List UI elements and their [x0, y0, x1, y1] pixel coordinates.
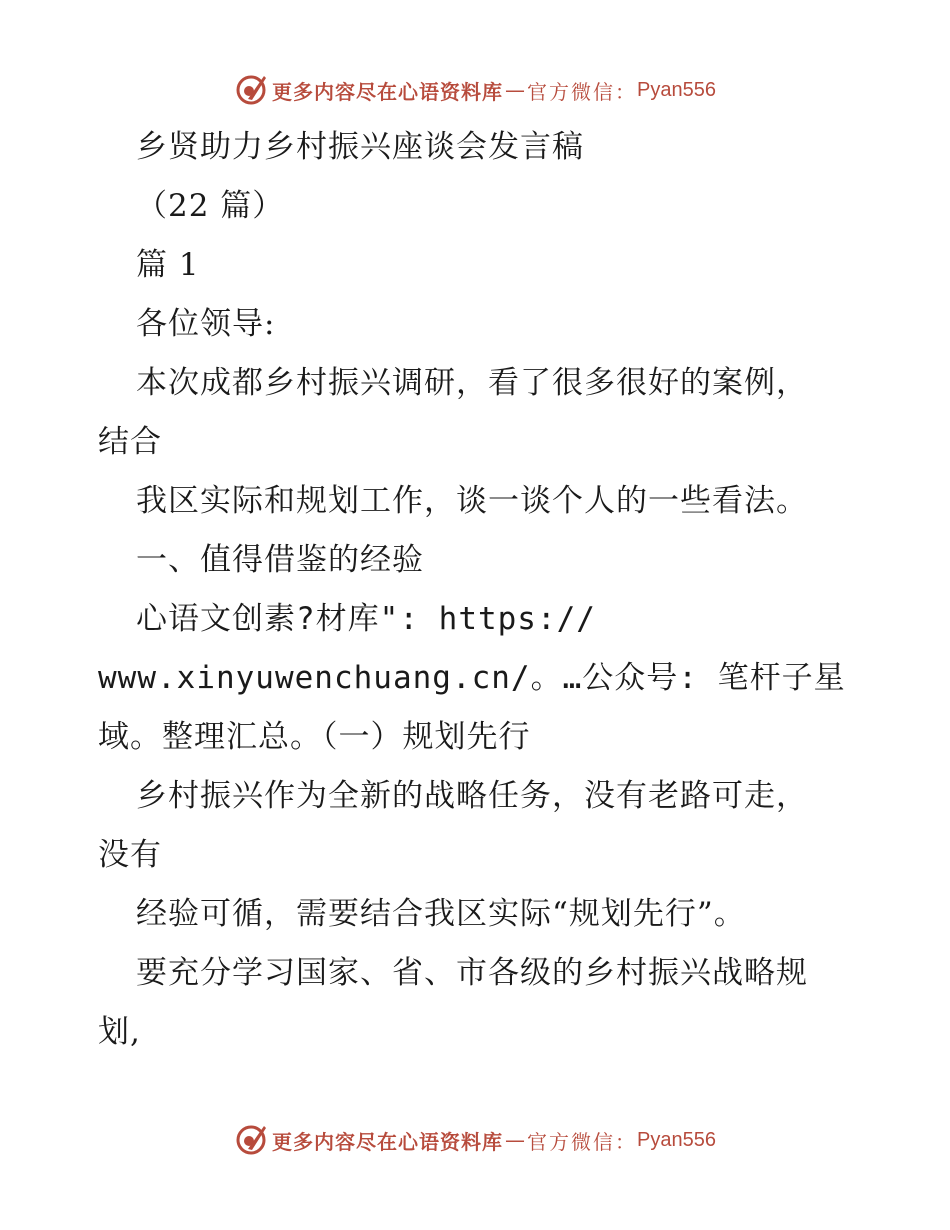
paragraph-line: 经验可循，需要结合我区实际“规划先行”。 — [136, 896, 746, 932]
salutation: 各位领导: — [136, 306, 276, 342]
watermark-separator: — — [505, 1128, 526, 1152]
paragraph-line: 我区实际和规划工作，谈一谈个人的一些看法。 — [136, 483, 808, 519]
watermark-separator: — — [505, 78, 526, 102]
watermark-wechat-id: Pyan556 — [637, 1128, 716, 1151]
watermark-brand: 更多内容尽在心语资料库 — [272, 79, 504, 104]
paragraph-line: 域。整理汇总。（一）规划先行 — [98, 719, 531, 755]
paragraph-line: 要充分学习国家、省、市各级的乡村振兴战略规 — [136, 955, 808, 991]
paragraph-line: www.xinyuwenchuang.cn/。…公众号: 笔杆子星 — [98, 660, 846, 696]
document-title: 乡贤助力乡村振兴座谈会发言稿 — [136, 129, 584, 165]
paragraph-line: 没有 — [98, 837, 162, 873]
paragraph-line: 乡村振兴作为全新的战略任务，没有老路可走， — [136, 778, 808, 814]
paragraph-line: 划, — [98, 1014, 141, 1050]
header-watermark — [0, 70, 950, 110]
watermark-wechat-id: Pyan556 — [637, 78, 716, 101]
document-body — [98, 118, 898, 1062]
paragraph-line: 结合 — [98, 424, 162, 460]
watermark-wechat-label: 官方微信： — [527, 1129, 638, 1154]
watermark-brand: 更多内容尽在心语资料库 — [272, 1129, 504, 1154]
section-heading: 篇 1 — [136, 247, 200, 283]
paragraph-line: 心语文创素?材库": https:// — [136, 601, 596, 637]
document-subtitle: （22 篇） — [136, 188, 285, 224]
subsection-heading: 一、值得借鉴的经验 — [136, 542, 424, 578]
paragraph-line: 本次成都乡村振兴调研，看了很多很好的案例， — [136, 365, 808, 401]
quill-logo-icon — [234, 73, 268, 107]
footer-watermark — [0, 1120, 950, 1160]
watermark-wechat-label: 官方微信： — [527, 79, 638, 104]
quill-logo-icon — [234, 1123, 268, 1157]
